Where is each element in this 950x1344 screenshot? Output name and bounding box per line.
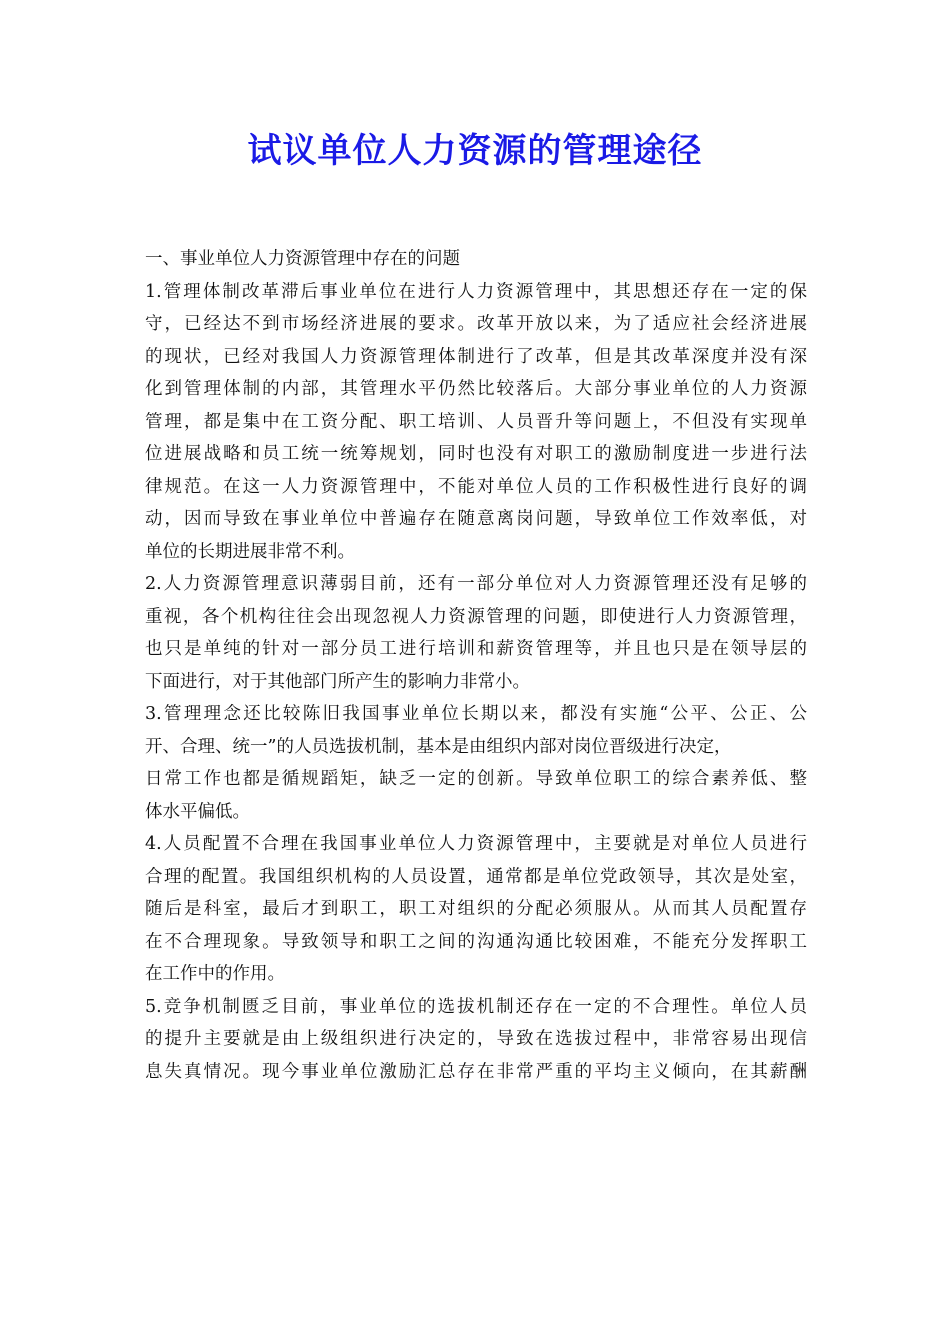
body-line: 管理，都是集中在工资分配、职工培训、人员晋升等问题上，不但没有实现单 <box>145 411 807 432</box>
document-title: 试议单位人力资源的管理途径 <box>247 131 703 171</box>
body-line: 5.竞争机制匮乏目前，事业单位的选拔机制还存在一定的不合理性。单位人员 <box>145 996 807 1017</box>
body-line: 重视，各个机构往往会出现忽视人力资源管理的问题，即使进行人力资源管理， <box>145 606 807 627</box>
document-body <box>145 243 807 1088</box>
body-line: 律规范。在这一人力资源管理中，不能对单位人员的工作积极性进行良好的调 <box>145 476 807 497</box>
body-line: 单位的长期进展非常不利。 <box>145 541 355 562</box>
body-line: 的现状，已经对我国人力资源管理体制进行了改革，但是其改革深度并没有深 <box>145 346 807 367</box>
body-line: 日常工作也都是循规蹈矩，缺乏一定的创新。导致单位职工的综合素养低、整 <box>145 769 807 789</box>
body-line: 下面进行，对于其他部门所产生的影响力非常小。 <box>145 671 530 692</box>
body-line: 合理的配置。我国组织机构的人员设置，通常都是单位党政领导，其次是处室， <box>145 866 807 887</box>
body-line: 开、合理、统一”的人员选拔机制，基本是由组织内部对岗位晋级进行决定， <box>145 736 732 757</box>
body-line: 位进展战略和员工统一统筹规划，同时也没有对职工的激励制度进一步进行法 <box>145 444 807 464</box>
body-line: 守，已经达不到市场经济进展的要求。改革开放以来，为了适应社会经济进展 <box>145 314 807 334</box>
body-line: 一、事业单位人力资源管理中存在的问题 <box>145 249 460 269</box>
body-line: 在不合理现象。导致领导和职工之间的沟通沟通比较困难，不能充分发挥职工 <box>145 931 807 952</box>
body-line: 2.人力资源管理意识薄弱目前，还有一部分单位对人力资源管理还没有足够的 <box>145 574 807 594</box>
body-line: 体水平偏低。 <box>145 801 250 822</box>
body-line: 的提升主要就是由上级组织进行决定的，导致在选拔过程中，非常容易出现信 <box>145 1029 807 1049</box>
body-line: 也只是单纯的针对一部分员工进行培训和薪资管理等，并且也只是在领导层的 <box>145 639 807 659</box>
body-line: 1.管理体制改革滞后事业单位在进行人力资源管理中，其思想还存在一定的保 <box>145 281 807 302</box>
body-line: 3.管理理念还比较陈旧我国事业单位长期以来，都没有实施“公平、公正、公 <box>145 704 807 724</box>
body-line: 随后是科室，最后才到职工，职工对组织的分配必须服从。从而其人员配置存 <box>145 899 807 919</box>
body-line: 4.人员配置不合理在我国事业单位人力资源管理中，主要就是对单位人员进行 <box>145 834 807 854</box>
body-line: 在工作中的作用。 <box>145 964 285 984</box>
body-line: 化到管理体制的内部，其管理水平仍然比较落后。大部分事业单位的人力资源 <box>145 379 807 399</box>
body-line: 动，因而导致在事业单位中普遍存在随意离岗问题，导致单位工作效率低，对 <box>145 509 807 529</box>
body-line: 息失真情况。现今事业单位激励汇总存在非常严重的平均主义倾向，在其薪酬 <box>145 1061 807 1082</box>
